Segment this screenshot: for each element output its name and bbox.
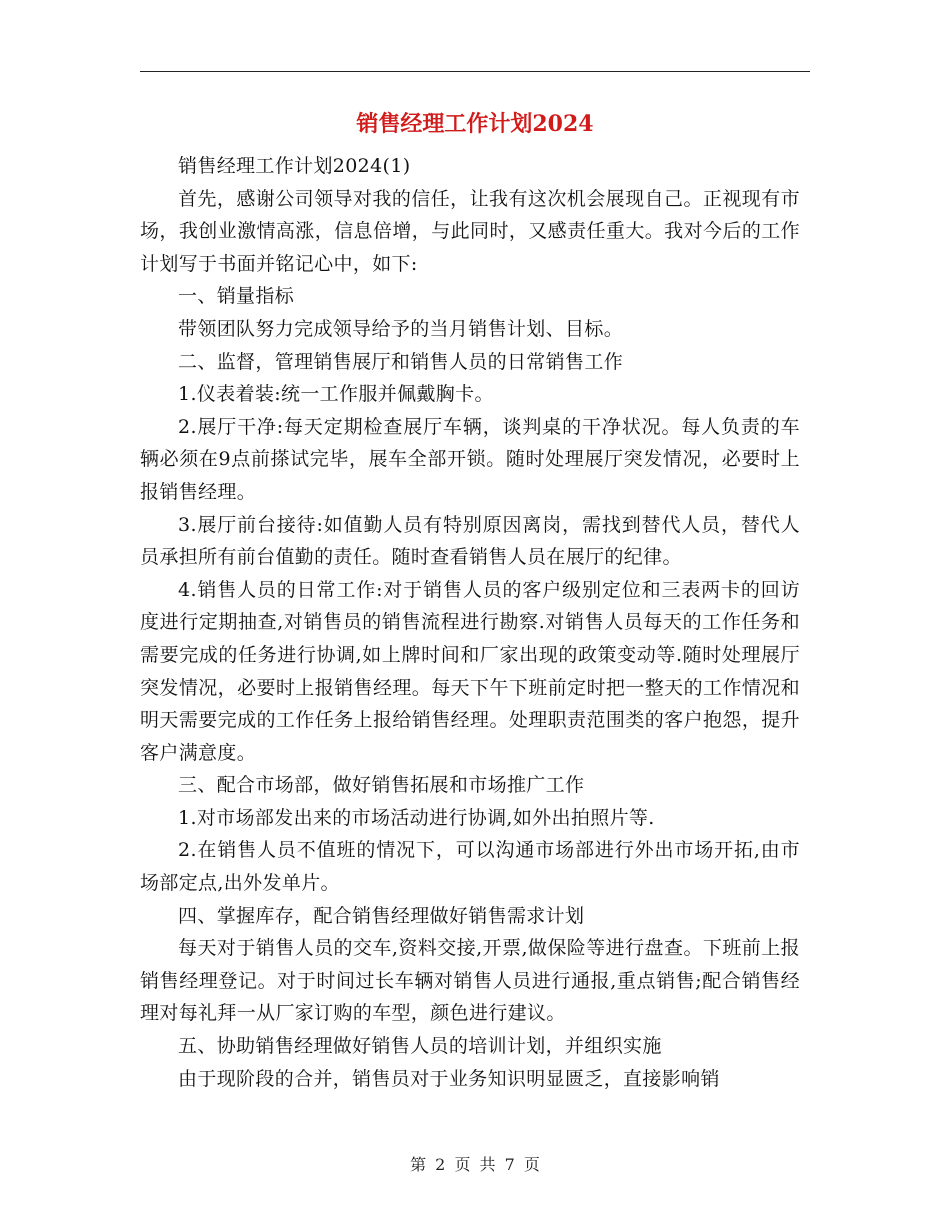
paragraph: 带领团队努力完成领导给予的当月销售计划、目标。 [178, 317, 624, 340]
list-item: 2.在销售人员不值班的情况下，可以沟通市场部进行外出市场开拓,由市场部定点,出外发单片。 [140, 839, 800, 895]
paragraph-subtitle: 销售经理工作计划2024(1) [178, 155, 411, 177]
section-heading-5: 五、协助销售经理做好销售人员的培训计划，并组织实施 [178, 1035, 662, 1058]
section-heading-3: 三、配合市场部，做好销售拓展和市场推广工作 [178, 774, 585, 797]
document-title: 销售经理工作计划2024 [356, 111, 594, 137]
list-item: 4.销售人员的日常工作:对于销售人员的客户级别定位和三表两卡的回访度进行定期抽查,对销售员的销售流程进行勘察.对销售人员每天的工作任务和需要完成的任务进行协调,如上牌时间和厂家出现的政策变动等.随时处理展厅突发情况，必要时上报销售经理。每天下午下班前定时把一整天的工作情况和明天需要完成的工作任务上报给销售经理。处理职责范围类的客户抱怨，提升客户满意度。 [140, 578, 800, 764]
paragraph-intro: 首先，感谢公司领导对我的信任，让我有这次机会展现自己。正视现有市场，我创业激情高涨，信息倍增，与此同时，又感责任重大。我对今后的工作计划写于书面并铭记心中，如下: [140, 187, 800, 275]
list-item: 2.展厅干净:每天定期检查展厅车辆，谈判桌的干净状况。每人负责的车辆必须在9点前搽试完毕，展车全部开锁。随时处理展厅突发情况，必要时上报销售经理。 [140, 415, 800, 503]
list-item: 3.展厅前台接待:如值勤人员有特别原因离岗，需找到替代人员，替代人员承担所有前台值勤的责任。随时查看销售人员在展厅的纪律。 [140, 513, 800, 569]
section-heading-2: 二、监督，管理销售展厅和销售人员的日常销售工作 [178, 350, 624, 373]
section-heading-1: 一、销量指标 [178, 285, 295, 308]
list-item: 1.对市场部发出来的市场活动进行协调,如外出拍照片等. [178, 806, 655, 829]
list-item: 1.仪表着装:统一工作服并佩戴胸卡。 [178, 383, 494, 406]
document-body [140, 150, 800, 1095]
paragraph: 每天对于销售人员的交车,资料交接,开票,做保险等进行盘查。下班前上报销售经理登记。对于时间过长车辆对销售人员进行通报,重点销售;配合销售经理对每礼拜一从厂家订购的车型，颜色进行建议。 [140, 937, 800, 1025]
section-heading-4: 四、掌握库存，配合销售经理做好销售需求计划 [178, 904, 585, 927]
header-rule [140, 71, 810, 72]
page-footer: 第 2 页 共 7 页 [410, 1155, 540, 1174]
paragraph: 由于现阶段的合并，销售员对于业务知识明显匮乏，直接影响销 [178, 1067, 720, 1090]
